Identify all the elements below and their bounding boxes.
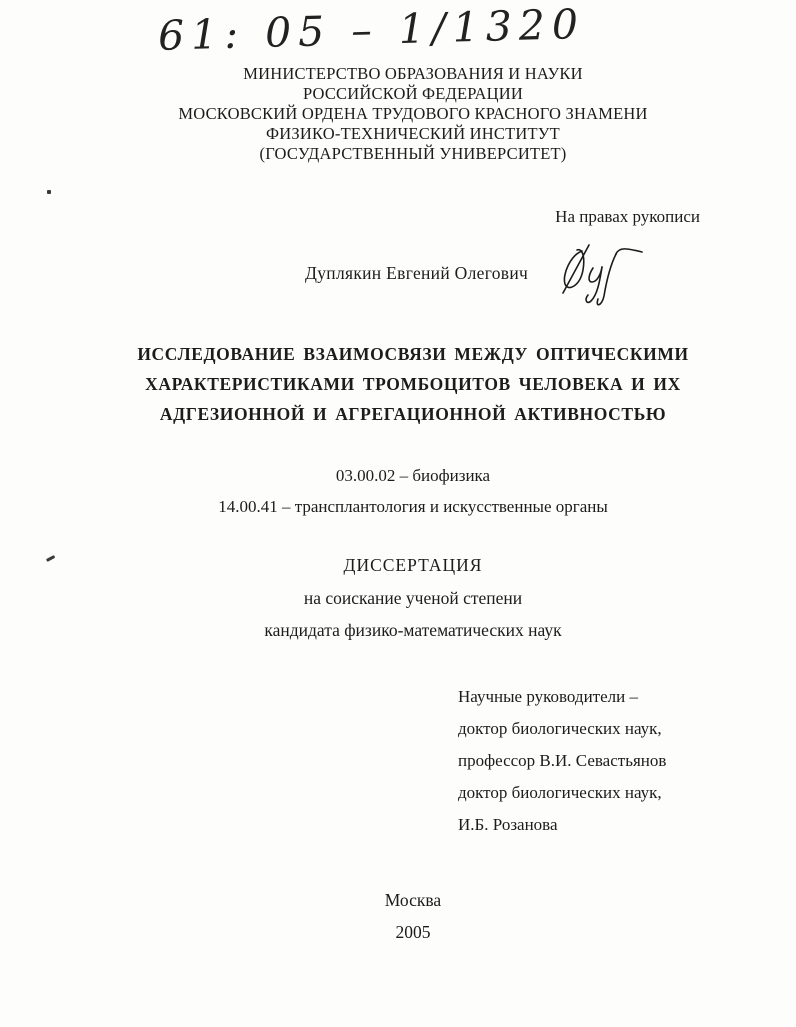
author-name: Дуплякин Евгений Олегович — [305, 263, 529, 283]
author-signature-icon — [552, 238, 647, 313]
institution-line: МОСКОВСКИЙ ОРДЕНА ТРУДОВОГО КРАСНОГО ЗНАМЕНИ — [178, 104, 648, 123]
supervisor-line: профессор В.И. Севастьянов — [458, 751, 667, 770]
city-label: Москва — [384, 890, 442, 910]
institution-line: (ГОСУДАРСТВЕННЫЙ УНИВЕРСИТЕТ) — [259, 144, 567, 163]
manuscript-rights-note: На правах рукописи — [555, 207, 700, 226]
thesis-purpose-line: на соискание ученой степени — [303, 587, 523, 608]
specialty-line: 03.00.02 – биофизика — [335, 466, 491, 485]
scan-speck — [47, 190, 51, 194]
title-line: ИССЛЕДОВАНИЕ ВЗАИМОСВЯЗИ МЕЖДУ ОПТИЧЕСКИМИ — [137, 344, 689, 364]
supervisor-line: доктор биологических наук, — [458, 719, 662, 738]
supervisors-block — [458, 681, 666, 841]
thesis-type-label: ДИССЕРТАЦИЯ — [343, 555, 483, 575]
specialty-codes — [30, 460, 796, 522]
institution-header — [30, 64, 796, 164]
supervisor-line: И.Б. Розанова — [458, 815, 558, 834]
thesis-statement — [30, 549, 796, 647]
institution-line: РОССИЙСКОЙ ФЕДЕРАЦИИ — [302, 84, 524, 103]
title-line: АДГЕЗИОННОЙ И АГРЕГАЦИОННОЙ АКТИВНОСТЬЮ — [159, 404, 667, 424]
dissertation-title — [30, 339, 796, 429]
imprint-block — [30, 884, 796, 948]
handwritten-catalog-number: 61: 05 – 1/1320 — [157, 0, 586, 60]
institution-line: МИНИСТЕРСТВО ОБРАЗОВАНИЯ И НАУКИ — [243, 64, 583, 83]
supervisor-line: Научные руководители – — [458, 687, 638, 706]
title-line: ХАРАКТЕРИСТИКАМИ ТРОМБОЦИТОВ ЧЕЛОВЕКА И ИХ — [145, 374, 681, 394]
institution-line: ФИЗИКО-ТЕХНИЧЕСКИЙ ИНСТИТУТ — [266, 124, 560, 143]
year-label: 2005 — [395, 922, 431, 942]
supervisor-line: доктор биологических наук, — [458, 783, 662, 802]
thesis-purpose-line: кандидата физико-математических наук — [264, 620, 562, 640]
specialty-line: 14.00.41 – трансплантология и искусственные органы — [218, 497, 608, 516]
